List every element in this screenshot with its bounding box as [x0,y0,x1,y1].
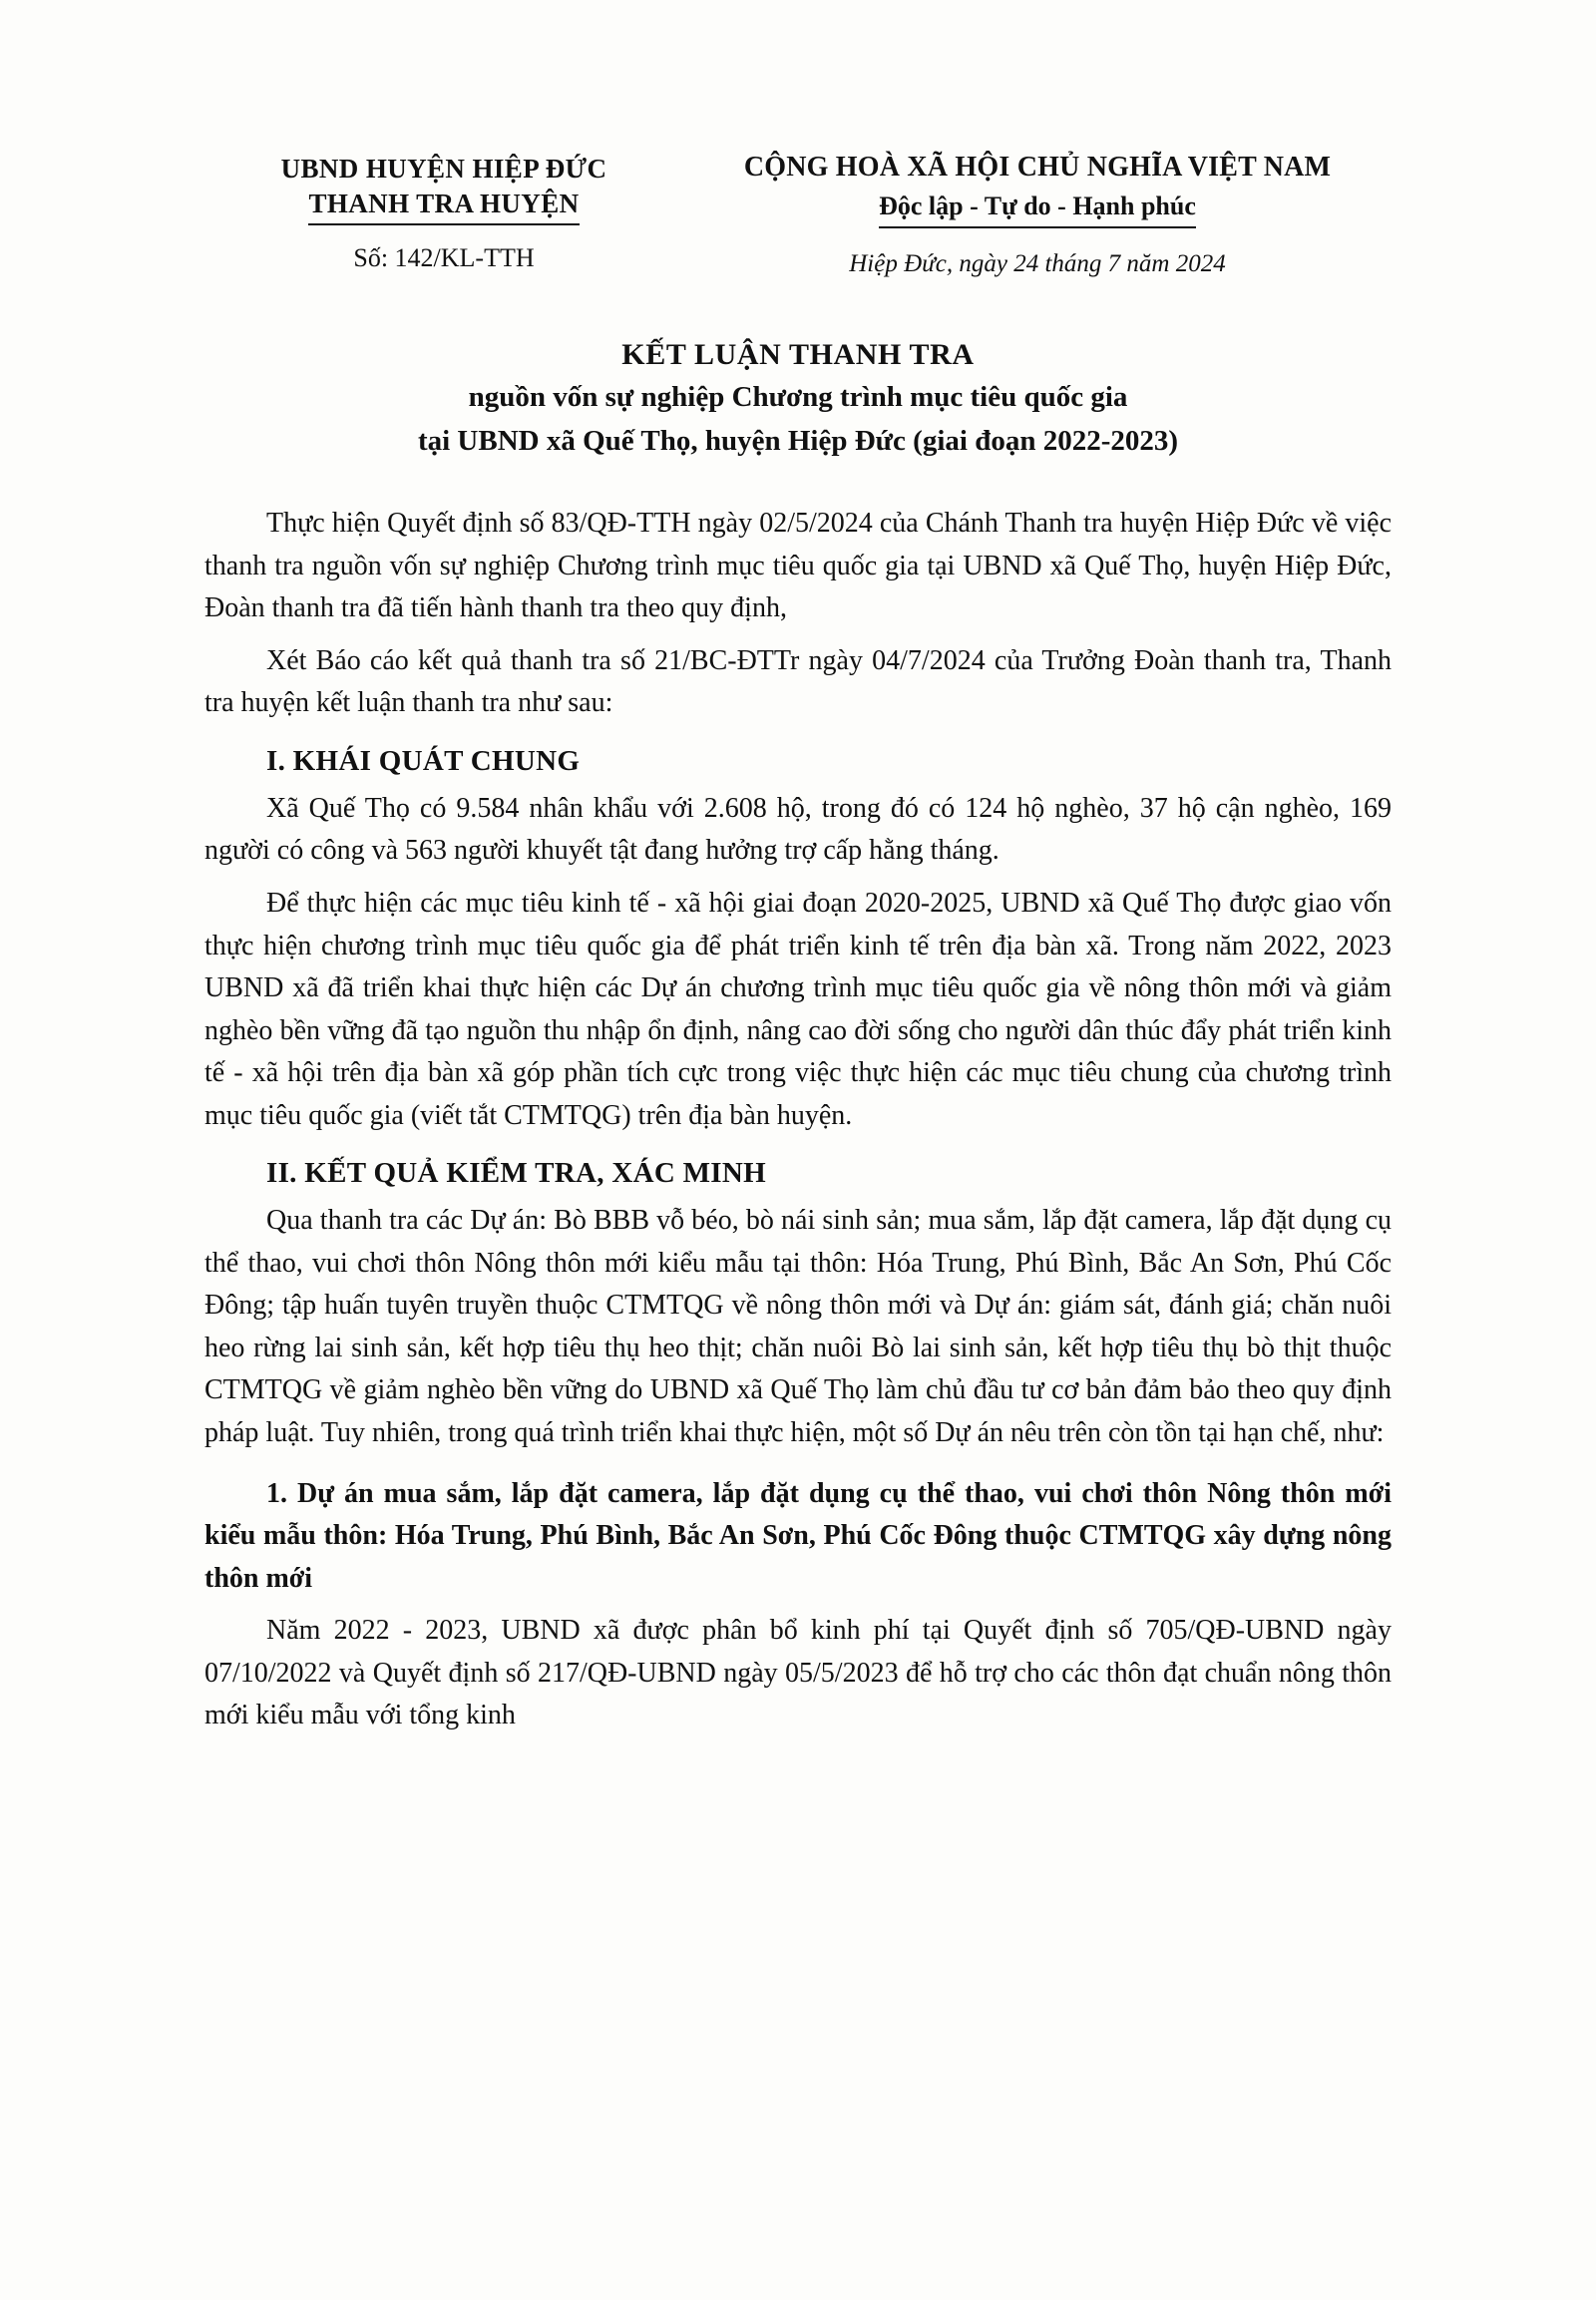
document-body [204,503,1392,1737]
paragraph-program-overview: Để thực hiện các mục tiêu kinh tế - xã hội giai đoạn 2020-2025, UBND xã Quế Thọ được giao vốn thực hiện chương trình mục tiêu quốc gia để phát triển kinh tế trên địa bàn xã. Trong năm 2022, 2023 UBND xã đã triển khai thực hiện các Dự án chương trình mục tiêu quốc gia về nông thôn mới và giảm nghèo bền vững đã tạo nguồn thu nhập ổn định, nâng cao đời sống cho người dân thúc đẩy phát triển kinh tế - xã hội trên địa bàn xã góp phần tích cực trong việc thực hiện các mục tiêu chung của chương trình mục tiêu quốc gia (viết tắt CTMTQG) trên địa bàn huyện. [204,888,1392,1131]
section-heading-1: I. KHÁI QUÁT CHUNG [266,744,581,777]
section-heading-2: II. KẾT QUẢ KIỂM TRA, XÁC MINH [266,1157,766,1190]
paragraph-inspection-results: Qua thanh tra các Dự án: Bò BBB vỗ béo, bò nái sinh sản; mua sắm, lắp đặt camera, lắp đặt dụng cụ thể thao, vui chơi thôn Nông thôn mới kiểu mẫu tại thôn: Hóa Trung, Phú Bình, Bắc An Sơn, Phú Cốc Đông; tập huấn tuyên truyền thuộc CTMTQG về nông thôn mới và Dự án: giám sát, đánh giá; chăn nuôi heo rừng lai sinh sản, kết hợp tiêu thụ heo thịt; chăn nuôi Bò lai sinh sản, kết hợp tiêu thụ bò thịt thuộc CTMTQG về giảm nghèo bền vững do UBND xã Quế Thọ làm chủ đầu tư cơ bản đảm bảo theo quy định pháp luật. Tuy nhiên, trong quá trình triển khai thực hiện, một số Dự án nêu trên còn tồn tại hạn chế, như: [204,1205,1392,1449]
document-header [204,150,1392,281]
subsection-heading-project-1: 1. Dự án mua sắm, lắp đặt camera, lắp đặt dụng cụ thể thao, vui chơi thôn Nông thôn mới kiểu mẫu thôn: Hóa Trung, Phú Bình, Bắc An Sơn, Phú Cốc Đông thuộc CTMTQG xây dựng nông thôn mới [204,1477,1392,1594]
title-subtitle-1: nguồn vốn sự nghiệp Chương trình mục tiêu quốc gia [468,381,1128,414]
page-title: KẾT LUẬN THANH TRA [621,337,975,371]
issuing-authority-block [204,150,683,275]
place-and-date: Hiệp Đức, ngày 24 tháng 7 năm 2024 [849,250,1226,278]
paragraph-budget-allocation: Năm 2022 - 2023, UBND xã được phân bổ kinh phí tại Quyết định số 705/QĐ-UBND ngày 07/10/2022 và Quyết định số 217/QĐ-UBND ngày 05/5/2023 để hỗ trợ cho các thôn đạt chuẩn nông thôn mới kiểu mẫu với tổng kinh [204,1615,1392,1731]
paragraph-population-stats: Xã Quế Thọ có 9.584 nhân khẩu với 2.608 hộ, trong đó có 124 hộ nghèo, 37 hộ cận nghèo, 169 người có công và 563 người khuyết tật đang hưởng trợ cấp hằng tháng. [204,792,1392,867]
paragraph-report-reference: Xét Báo cáo kết quả thanh tra số 21/BC-ĐTTr ngày 04/7/2024 của Trưởng Đoàn thanh tra, Thanh tra huyện kết luận thanh tra như sau: [204,644,1392,719]
title-subtitle-2: tại UBND xã Quế Thọ, huyện Hiệp Đức (giai đoạn 2022-2023) [417,424,1179,457]
issuing-authority-parent: UBND HUYỆN HIỆP ĐỨC [280,154,607,184]
issuing-authority-name: THANH TRA HUYỆN [308,187,579,225]
national-heading-block [683,150,1392,281]
national-motto: Độc lập - Tự do - Hạnh phúc [879,190,1196,228]
paragraph-decision-reference: Thực hiện Quyết định số 83/QĐ-TTH ngày 02/5/2024 của Chánh Thanh tra huyện Hiệp Đức về việc thanh tra nguồn vốn sự nghiệp Chương trình mục tiêu quốc gia tại UBND xã Quế Thọ, huyện Hiệp Đức, Đoàn thanh tra đã tiến hành thanh tra theo quy định, [204,508,1392,624]
country-name: CỘNG HOÀ XÃ HỘI CHỦ NGHĨA VIỆT NAM [743,152,1332,183]
document-title-block [204,333,1392,464]
document-number: Số: 142/KL-TTH [353,243,535,273]
